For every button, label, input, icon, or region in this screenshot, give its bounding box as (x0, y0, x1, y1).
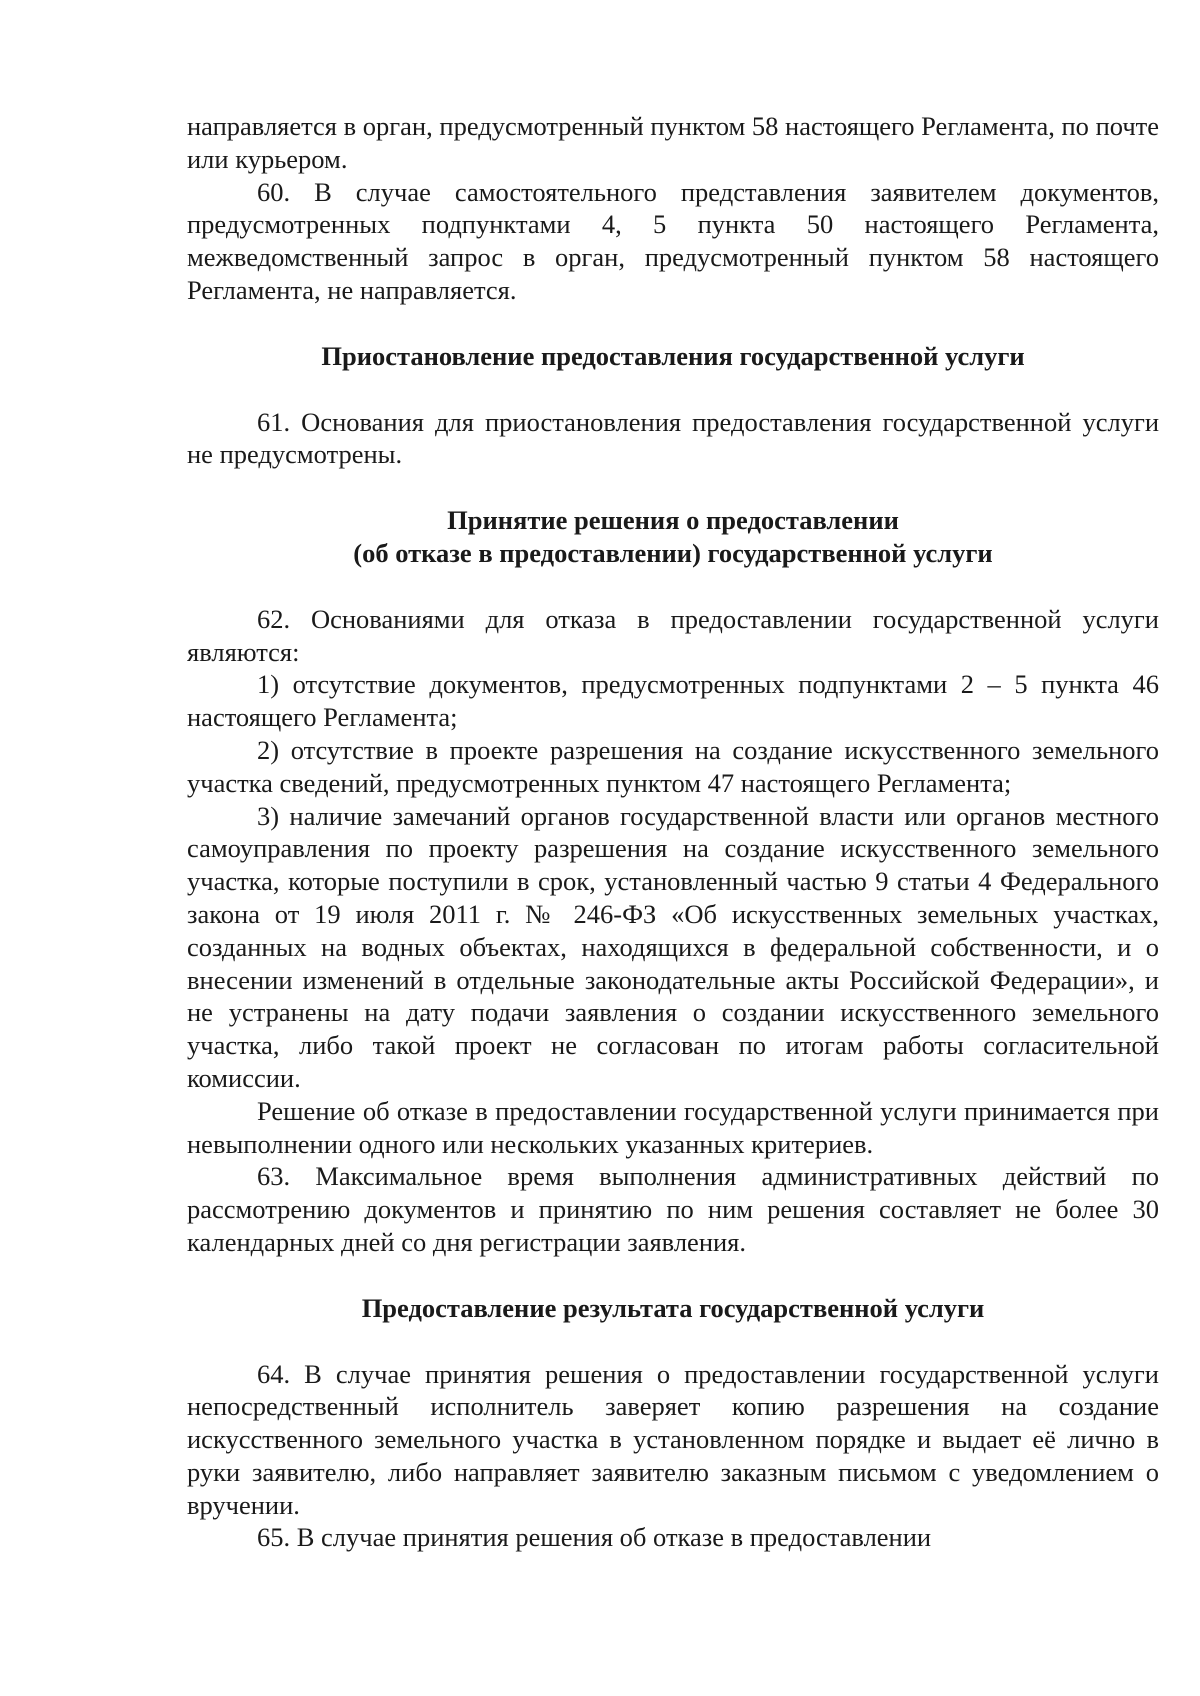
paragraph-62-item-2: 2) отсутствие в проекте разрешения на создание искусственного земельного участка сведений, предусмотренных пунктом 47 настоящего Регламента; (187, 734, 1159, 798)
paragraph-62-item-3: 3) наличие замечаний органов государственной власти или органов местного самоуправления по проекту разрешения на создание искусственного земельного участка, которые поступили в срок, установленный частью 9 статьи 4 Федерального закона от 19 июля 2011 г. № 246-ФЗ «Об искусственных земельных участках, созданных на водных объектах, находящихся в федеральной собственности, и о внесении изменений в отдельные законодательные акты Российской Федерации», и не устранены на дату подачи заявления о создании искусственного земельного участка, либо такой проект не согласован по итогам работы согласительной комиссии. (187, 800, 1159, 1093)
paragraph-60: 60. В случае самостоятельного представления заявителем документов, предусмотренных подпунктами 4, 5 пункта 50 настоящего Регламента, межведомственный запрос в орган, предусмотренный пунктом 58 настоящего Регламента, не направляется. (187, 176, 1159, 305)
paragraph-62-item-1: 1) отсутствие документов, предусмотренных подпунктами 2 – 5 пункта 46 настоящего Регламента; (187, 669, 1159, 733)
paragraph-64: 64. В случае принятия решения о предоставлении государственной услуги непосредственный исполнитель заверяет копию разрешения на создание искусственного земельного участка в установленном порядке и выдает её лично в руки заявителю, либо направляет заявителю заказным письмом с уведомлением о вручении. (187, 1358, 1159, 1520)
paragraph-continuation: направляется в орган, предусмотренный пунктом 58 настоящего Регламента, по почте или курьером. (187, 111, 1159, 174)
heading-decision-line-2: (об отказе в предоставлении) государственной услуги (353, 537, 993, 568)
paragraph-65: 65. В случае принятия решения об отказе в предоставлении (257, 1522, 932, 1553)
paragraph-62-decision: Решение об отказе в предоставлении государственной услуги принимается при невыполнении одного или нескольких указанных критериев. (187, 1095, 1159, 1159)
paragraph-61: 61. Основания для приостановления предоставления государственной услуги не предусмотрены. (187, 406, 1159, 470)
heading-decision-line-1: Принятие решения о предоставлении (447, 505, 899, 536)
heading-result: Предоставление результата государственной услуги (361, 1292, 985, 1323)
paragraph-62: 62. Основаниями для отказа в предоставлении государственной услуги являются: (187, 603, 1159, 667)
paragraph-63: 63. Максимальное время выполнения административных действий по рассмотрению документов и принятию по ним решения составляет не более 30 календарных дней со дня регистрации заявления. (187, 1161, 1159, 1257)
document-body (187, 110, 1159, 1554)
heading-suspension: Приостановление предоставления государственной услуги (321, 340, 1025, 371)
